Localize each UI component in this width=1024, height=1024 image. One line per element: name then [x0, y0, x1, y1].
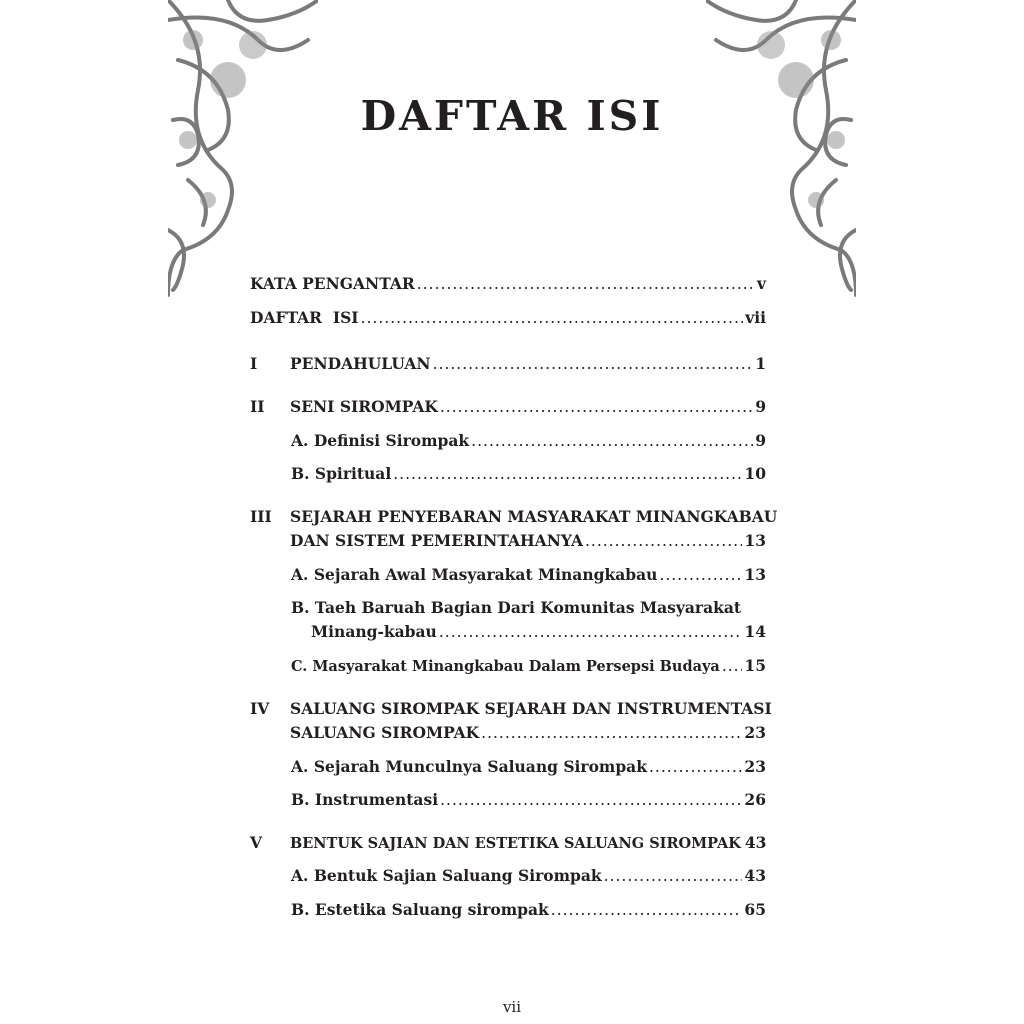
toc-page-number: 13: [744, 531, 766, 550]
toc-entry-label: A. Sejarah Awal Masyarakat Minangkabau: [291, 565, 658, 584]
dot-leader: [433, 354, 754, 374]
toc-entry-chapter-1[interactable]: [290, 354, 766, 374]
dot-leader: [440, 397, 753, 417]
toc-entry-chapter-4[interactable]: [290, 723, 766, 743]
toc-page-number: 26: [744, 790, 766, 809]
toc-entry-daftar-isi[interactable]: [250, 308, 766, 328]
corner-ornament-right: [706, 0, 856, 300]
dot-leader: [604, 866, 743, 886]
dot-leader: [440, 790, 742, 810]
toc-entry-chapter-5b[interactable]: [291, 900, 766, 920]
toc-page-number: 9: [755, 431, 766, 450]
toc-entry-chapter-4-line1[interactable]: SALUANG SIROMPAK SEJARAH DAN INSTRUMENTASI: [290, 699, 772, 718]
toc-entry-label: B. Estetika Saluang sirompak: [291, 900, 549, 919]
toc-entry-chapter-3-line1[interactable]: SEJARAH PENYEBARAN MASYARAKAT MINANGKABAU: [290, 507, 778, 526]
book-page: [168, 0, 856, 1024]
toc-entry-label: B. Instrumentasi: [291, 790, 439, 809]
toc-entry-kata-pengantar[interactable]: [250, 274, 766, 294]
toc-page-number: 43: [744, 866, 766, 885]
chapter-number: IV: [250, 699, 270, 718]
dot-leader: [585, 531, 742, 551]
dot-leader: [649, 757, 742, 777]
toc-entry-label: B. Spiritual: [291, 464, 392, 483]
toc-entry-label: A. Sejarah Munculnya Saluang Sirompak: [291, 757, 647, 776]
toc-entry-chapter-3b-line1[interactable]: B. Taeh Baruah Bagian Dari Komunitas Masyarakat: [291, 598, 742, 617]
toc-entry-label: A. Definisi Sirompak: [291, 431, 470, 450]
toc-entry-label: DAN SISTEM PEMERINTAHANYA: [290, 531, 583, 550]
toc-entry-chapter-4b[interactable]: [291, 790, 766, 810]
toc-entry-chapter-2[interactable]: [290, 397, 766, 417]
dot-leader: [417, 274, 755, 294]
toc-page-number: 15: [744, 656, 766, 675]
dot-leader: [439, 622, 743, 642]
chapter-number: I: [250, 354, 258, 373]
toc-entry-chapter-3[interactable]: [290, 531, 766, 551]
toc-entry-label: PENDAHULUAN: [290, 354, 431, 373]
toc-page-number: v: [756, 274, 766, 293]
dot-leader: [393, 464, 742, 484]
dot-leader: [722, 656, 743, 676]
toc-entry-chapter-3b[interactable]: [311, 622, 766, 642]
toc-entry-chapter-5[interactable]: [290, 833, 766, 854]
toc-page-number: 23: [744, 757, 766, 776]
toc-entry-chapter-2a[interactable]: [291, 431, 766, 451]
toc-page-number: 10: [744, 464, 766, 483]
toc-entry-chapter-2b[interactable]: [291, 464, 766, 484]
dot-leader: [551, 900, 743, 920]
toc-page-number: 13: [744, 565, 766, 584]
toc-entry-chapter-3a[interactable]: [291, 565, 766, 585]
toc-page-number: 43: [744, 833, 767, 852]
toc-page-number: 1: [755, 354, 766, 373]
chapter-number: II: [250, 397, 265, 416]
toc-entry-chapter-5a[interactable]: [291, 866, 766, 886]
corner-ornament-left: [168, 0, 318, 300]
toc-page-number: 65: [744, 900, 766, 919]
toc-page-number: 23: [744, 723, 766, 742]
dot-leader: [471, 431, 753, 451]
toc-entry-label: C. Masyarakat Minangkabau Dalam Persepsi Budaya: [291, 658, 720, 675]
toc-page-number: 14: [744, 622, 766, 641]
dot-leader: [481, 723, 742, 743]
dot-leader: [659, 565, 742, 585]
toc-entry-label: Minang-kabau: [311, 622, 437, 641]
toc-entry-label: SENI SIROMPAK: [290, 397, 438, 416]
toc-entry-label: KATA PENGANTAR: [250, 274, 415, 293]
toc-entry-label: A. Bentuk Sajian Saluang Sirompak: [291, 866, 602, 885]
toc-entry-chapter-3c[interactable]: [291, 656, 766, 677]
toc-entry-chapter-4a[interactable]: [291, 757, 766, 777]
toc-page-number: vii: [745, 308, 766, 327]
page-title: DAFTAR ISI: [360, 92, 664, 140]
page-folio: vii: [502, 998, 522, 1016]
toc-entry-label: DAFTAR ISI: [250, 308, 359, 327]
chapter-number: V: [250, 833, 263, 852]
toc-page-number: 9: [755, 397, 766, 416]
dot-leader: [361, 308, 744, 328]
toc-entry-label: BENTUK SAJIAN DAN ESTETIKA SALUANG SIROMPAK: [290, 835, 741, 852]
toc-entry-label: SALUANG SIROMPAK: [290, 723, 480, 742]
chapter-number: III: [250, 507, 272, 526]
